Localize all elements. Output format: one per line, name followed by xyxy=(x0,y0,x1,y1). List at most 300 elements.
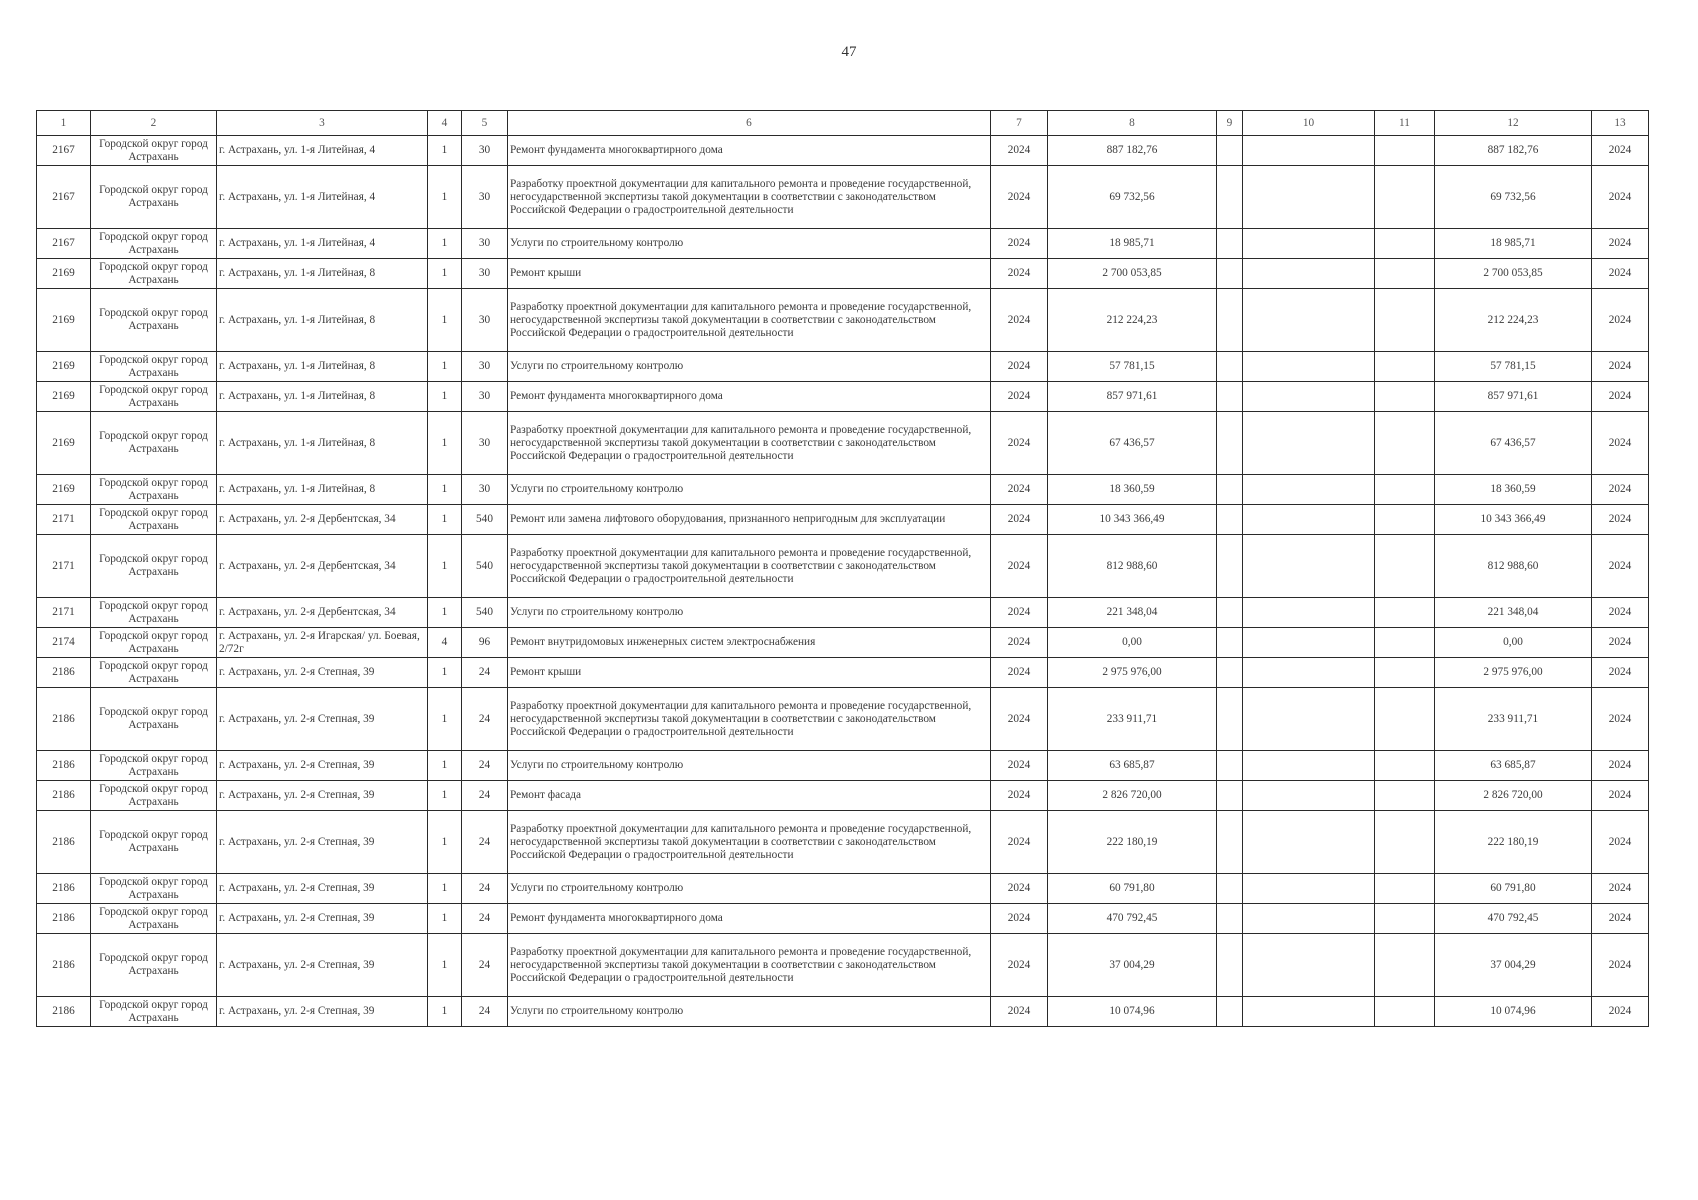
address-cell: г. Астрахань, ул. 2-я Дербентская, 34 xyxy=(217,535,428,598)
col10-cell xyxy=(1243,997,1375,1027)
col4-cell: 1 xyxy=(428,688,462,751)
year-cell: 2024 xyxy=(991,136,1048,166)
col5-cell: 30 xyxy=(462,352,508,382)
total-cell: 812 988,60 xyxy=(1435,535,1592,598)
row-number-cell: 2186 xyxy=(37,781,91,811)
work-type-cell: Разработку проектной документации для капитального ремонта и проведение государственной, негосударственной экспертизы такой документации в соответствии с законодательством Российской Федерации о градостроительной деятельности xyxy=(508,289,991,352)
completion-year-cell: 2024 xyxy=(1592,997,1649,1027)
col10-cell xyxy=(1243,289,1375,352)
col9-cell xyxy=(1217,136,1243,166)
table-row xyxy=(37,997,1649,1027)
total-cell: 212 224,23 xyxy=(1435,289,1592,352)
table-row xyxy=(37,811,1649,874)
col11-cell xyxy=(1375,352,1435,382)
col5-cell: 24 xyxy=(462,781,508,811)
total-cell: 2 975 976,00 xyxy=(1435,658,1592,688)
total-cell: 221 348,04 xyxy=(1435,598,1592,628)
col4-cell: 1 xyxy=(428,166,462,229)
work-type-cell: Услуги по строительному контролю xyxy=(508,352,991,382)
completion-year-cell: 2024 xyxy=(1592,811,1649,874)
col11-cell xyxy=(1375,874,1435,904)
total-cell: 60 791,80 xyxy=(1435,874,1592,904)
year-cell: 2024 xyxy=(991,997,1048,1027)
col4-cell: 1 xyxy=(428,136,462,166)
municipality-cell: Городской округ город Астрахань xyxy=(91,781,217,811)
municipality-cell: Городской округ город Астрахань xyxy=(91,136,217,166)
cost-cell: 63 685,87 xyxy=(1048,751,1217,781)
cost-cell: 60 791,80 xyxy=(1048,874,1217,904)
completion-year-cell: 2024 xyxy=(1592,289,1649,352)
col10-cell xyxy=(1243,229,1375,259)
col4-cell: 1 xyxy=(428,598,462,628)
work-type-cell: Ремонт или замена лифтового оборудования, признанного непригодным для эксплуатации xyxy=(508,505,991,535)
work-type-cell: Разработку проектной документации для капитального ремонта и проведение государственной, негосударственной экспертизы такой документации в соответствии с законодательством Российской Федерации о градостроительной деятельности xyxy=(508,535,991,598)
municipality-cell: Городской округ город Астрахань xyxy=(91,382,217,412)
col10-cell xyxy=(1243,688,1375,751)
col10-cell xyxy=(1243,535,1375,598)
completion-year-cell: 2024 xyxy=(1592,904,1649,934)
address-cell: г. Астрахань, ул. 2-я Степная, 39 xyxy=(217,934,428,997)
row-number-cell: 2169 xyxy=(37,289,91,352)
cost-cell: 812 988,60 xyxy=(1048,535,1217,598)
municipality-cell: Городской округ город Астрахань xyxy=(91,412,217,475)
completion-year-cell: 2024 xyxy=(1592,628,1649,658)
table-row xyxy=(37,535,1649,598)
cost-cell: 57 781,15 xyxy=(1048,352,1217,382)
cost-cell: 887 182,76 xyxy=(1048,136,1217,166)
col11-cell xyxy=(1375,904,1435,934)
col9-cell xyxy=(1217,352,1243,382)
completion-year-cell: 2024 xyxy=(1592,934,1649,997)
year-cell: 2024 xyxy=(991,781,1048,811)
col5-cell: 24 xyxy=(462,811,508,874)
column-header: 1 xyxy=(37,111,91,136)
col5-cell: 30 xyxy=(462,475,508,505)
row-number-cell: 2174 xyxy=(37,628,91,658)
table-row xyxy=(37,628,1649,658)
municipality-cell: Городской округ город Астрахань xyxy=(91,811,217,874)
municipality-cell: Городской округ город Астрахань xyxy=(91,505,217,535)
col11-cell xyxy=(1375,658,1435,688)
year-cell: 2024 xyxy=(991,382,1048,412)
cost-cell: 0,00 xyxy=(1048,628,1217,658)
total-cell: 470 792,45 xyxy=(1435,904,1592,934)
col4-cell: 1 xyxy=(428,535,462,598)
row-number-cell: 2186 xyxy=(37,688,91,751)
year-cell: 2024 xyxy=(991,934,1048,997)
work-type-cell: Ремонт фасада xyxy=(508,781,991,811)
municipality-cell: Городской округ город Астрахань xyxy=(91,166,217,229)
year-cell: 2024 xyxy=(991,688,1048,751)
total-cell: 10 074,96 xyxy=(1435,997,1592,1027)
col4-cell: 1 xyxy=(428,289,462,352)
municipality-cell: Городской округ город Астрахань xyxy=(91,289,217,352)
col11-cell xyxy=(1375,505,1435,535)
work-type-cell: Ремонт фундамента многоквартирного дома xyxy=(508,904,991,934)
completion-year-cell: 2024 xyxy=(1592,688,1649,751)
col9-cell xyxy=(1217,781,1243,811)
address-cell: г. Астрахань, ул. 1-я Литейная, 8 xyxy=(217,382,428,412)
col11-cell xyxy=(1375,688,1435,751)
row-number-cell: 2169 xyxy=(37,412,91,475)
col10-cell xyxy=(1243,658,1375,688)
col10-cell xyxy=(1243,166,1375,229)
column-header: 7 xyxy=(991,111,1048,136)
completion-year-cell: 2024 xyxy=(1592,229,1649,259)
address-cell: г. Астрахань, ул. 2-я Степная, 39 xyxy=(217,811,428,874)
work-type-cell: Услуги по строительному контролю xyxy=(508,475,991,505)
total-cell: 887 182,76 xyxy=(1435,136,1592,166)
col11-cell xyxy=(1375,475,1435,505)
cost-cell: 2 826 720,00 xyxy=(1048,781,1217,811)
col5-cell: 540 xyxy=(462,535,508,598)
col4-cell: 1 xyxy=(428,505,462,535)
col11-cell xyxy=(1375,136,1435,166)
col10-cell xyxy=(1243,352,1375,382)
column-header: 9 xyxy=(1217,111,1243,136)
row-number-cell: 2171 xyxy=(37,598,91,628)
work-type-cell: Разработку проектной документации для капитального ремонта и проведение государственной, негосударственной экспертизы такой документации в соответствии с законодательством Российской Федерации о градостроительной деятельности xyxy=(508,412,991,475)
cost-cell: 69 732,56 xyxy=(1048,166,1217,229)
row-number-cell: 2186 xyxy=(37,934,91,997)
table-row xyxy=(37,136,1649,166)
col5-cell: 24 xyxy=(462,874,508,904)
work-type-cell: Ремонт крыши xyxy=(508,658,991,688)
column-header: 3 xyxy=(217,111,428,136)
municipality-cell: Городской округ город Астрахань xyxy=(91,598,217,628)
col11-cell xyxy=(1375,289,1435,352)
work-type-cell: Услуги по строительному контролю xyxy=(508,598,991,628)
col4-cell: 1 xyxy=(428,874,462,904)
municipality-cell: Городской округ город Астрахань xyxy=(91,688,217,751)
completion-year-cell: 2024 xyxy=(1592,352,1649,382)
work-type-cell: Разработку проектной документации для капитального ремонта и проведение государственной, негосударственной экспертизы такой документации в соответствии с законодательством Российской Федерации о градостроительной деятельности xyxy=(508,934,991,997)
cost-cell: 2 700 053,85 xyxy=(1048,259,1217,289)
table-row xyxy=(37,505,1649,535)
col5-cell: 24 xyxy=(462,997,508,1027)
col5-cell: 540 xyxy=(462,598,508,628)
row-number-cell: 2186 xyxy=(37,874,91,904)
address-cell: г. Астрахань, ул. 2-я Степная, 39 xyxy=(217,658,428,688)
address-cell: г. Астрахань, ул. 1-я Литейная, 4 xyxy=(217,229,428,259)
completion-year-cell: 2024 xyxy=(1592,136,1649,166)
col5-cell: 30 xyxy=(462,229,508,259)
address-cell: г. Астрахань, ул. 2-я Игарская/ ул. Боевая, 2/72г xyxy=(217,628,428,658)
col5-cell: 24 xyxy=(462,934,508,997)
address-cell: г. Астрахань, ул. 1-я Литейная, 8 xyxy=(217,412,428,475)
row-number-cell: 2169 xyxy=(37,475,91,505)
work-type-cell: Услуги по строительному контролю xyxy=(508,997,991,1027)
table-row xyxy=(37,874,1649,904)
municipality-cell: Городской округ город Астрахань xyxy=(91,352,217,382)
col5-cell: 24 xyxy=(462,658,508,688)
year-cell: 2024 xyxy=(991,505,1048,535)
total-cell: 67 436,57 xyxy=(1435,412,1592,475)
year-cell: 2024 xyxy=(991,475,1048,505)
row-number-cell: 2167 xyxy=(37,136,91,166)
row-number-cell: 2171 xyxy=(37,535,91,598)
work-type-cell: Услуги по строительному контролю xyxy=(508,874,991,904)
col9-cell xyxy=(1217,259,1243,289)
address-cell: г. Астрахань, ул. 1-я Литейная, 8 xyxy=(217,475,428,505)
col10-cell xyxy=(1243,874,1375,904)
work-type-cell: Ремонт крыши xyxy=(508,259,991,289)
address-cell: г. Астрахань, ул. 2-я Дербентская, 34 xyxy=(217,505,428,535)
completion-year-cell: 2024 xyxy=(1592,535,1649,598)
year-cell: 2024 xyxy=(991,229,1048,259)
table-row xyxy=(37,934,1649,997)
col10-cell xyxy=(1243,259,1375,289)
col4-cell: 1 xyxy=(428,934,462,997)
completion-year-cell: 2024 xyxy=(1592,259,1649,289)
work-type-cell: Разработку проектной документации для капитального ремонта и проведение государственной, негосударственной экспертизы такой документации в соответствии с законодательством Российской Федерации о градостроительной деятельности xyxy=(508,166,991,229)
completion-year-cell: 2024 xyxy=(1592,475,1649,505)
col10-cell xyxy=(1243,904,1375,934)
col11-cell xyxy=(1375,811,1435,874)
column-header: 10 xyxy=(1243,111,1375,136)
col11-cell xyxy=(1375,229,1435,259)
total-cell: 69 732,56 xyxy=(1435,166,1592,229)
col9-cell xyxy=(1217,289,1243,352)
total-cell: 57 781,15 xyxy=(1435,352,1592,382)
column-header: 6 xyxy=(508,111,991,136)
cost-cell: 2 975 976,00 xyxy=(1048,658,1217,688)
municipality-cell: Городской округ город Астрахань xyxy=(91,997,217,1027)
total-cell: 233 911,71 xyxy=(1435,688,1592,751)
col4-cell: 1 xyxy=(428,352,462,382)
row-number-cell: 2186 xyxy=(37,904,91,934)
year-cell: 2024 xyxy=(991,658,1048,688)
address-cell: г. Астрахань, ул. 2-я Степная, 39 xyxy=(217,751,428,781)
col9-cell xyxy=(1217,412,1243,475)
address-cell: г. Астрахань, ул. 2-я Дербентская, 34 xyxy=(217,598,428,628)
col9-cell xyxy=(1217,475,1243,505)
address-cell: г. Астрахань, ул. 1-я Литейная, 4 xyxy=(217,166,428,229)
col11-cell xyxy=(1375,751,1435,781)
total-cell: 857 971,61 xyxy=(1435,382,1592,412)
col5-cell: 24 xyxy=(462,751,508,781)
table-row xyxy=(37,382,1649,412)
year-cell: 2024 xyxy=(991,874,1048,904)
col9-cell xyxy=(1217,688,1243,751)
col11-cell xyxy=(1375,781,1435,811)
table-row xyxy=(37,598,1649,628)
address-cell: г. Астрахань, ул. 1-я Литейная, 4 xyxy=(217,136,428,166)
completion-year-cell: 2024 xyxy=(1592,658,1649,688)
table-row xyxy=(37,658,1649,688)
year-cell: 2024 xyxy=(991,628,1048,658)
col10-cell xyxy=(1243,934,1375,997)
municipality-cell: Городской округ город Астрахань xyxy=(91,904,217,934)
col4-cell: 1 xyxy=(428,811,462,874)
col11-cell xyxy=(1375,259,1435,289)
col11-cell xyxy=(1375,598,1435,628)
col11-cell xyxy=(1375,382,1435,412)
col5-cell: 30 xyxy=(462,412,508,475)
col9-cell xyxy=(1217,628,1243,658)
col11-cell xyxy=(1375,412,1435,475)
page-number: 47 xyxy=(841,44,857,60)
col11-cell xyxy=(1375,997,1435,1027)
completion-year-cell: 2024 xyxy=(1592,874,1649,904)
row-number-cell: 2186 xyxy=(37,811,91,874)
row-number-cell: 2167 xyxy=(37,229,91,259)
col4-cell: 1 xyxy=(428,781,462,811)
address-cell: г. Астрахань, ул. 2-я Степная, 39 xyxy=(217,781,428,811)
work-type-cell: Ремонт фундамента многоквартирного дома xyxy=(508,382,991,412)
col5-cell: 30 xyxy=(462,289,508,352)
cost-cell: 10 343 366,49 xyxy=(1048,505,1217,535)
column-header: 11 xyxy=(1375,111,1435,136)
address-cell: г. Астрахань, ул. 1-я Литейная, 8 xyxy=(217,289,428,352)
col5-cell: 30 xyxy=(462,382,508,412)
cost-cell: 222 180,19 xyxy=(1048,811,1217,874)
col5-cell: 24 xyxy=(462,904,508,934)
col4-cell: 1 xyxy=(428,658,462,688)
work-type-cell: Разработку проектной документации для капитального ремонта и проведение государственной, негосударственной экспертизы такой документации в соответствии с законодательством Российской Федерации о градостроительной деятельности xyxy=(508,688,991,751)
column-header: 12 xyxy=(1435,111,1592,136)
completion-year-cell: 2024 xyxy=(1592,166,1649,229)
row-number-cell: 2171 xyxy=(37,505,91,535)
row-number-cell: 2169 xyxy=(37,259,91,289)
total-cell: 10 343 366,49 xyxy=(1435,505,1592,535)
total-cell: 0,00 xyxy=(1435,628,1592,658)
work-type-cell: Ремонт внутридомовых инженерных систем электроснабжения xyxy=(508,628,991,658)
year-cell: 2024 xyxy=(991,535,1048,598)
cost-cell: 470 792,45 xyxy=(1048,904,1217,934)
col4-cell: 1 xyxy=(428,259,462,289)
completion-year-cell: 2024 xyxy=(1592,781,1649,811)
municipality-cell: Городской округ город Астрахань xyxy=(91,259,217,289)
col5-cell: 30 xyxy=(462,166,508,229)
col4-cell: 1 xyxy=(428,751,462,781)
total-cell: 63 685,87 xyxy=(1435,751,1592,781)
col9-cell xyxy=(1217,382,1243,412)
col4-cell: 1 xyxy=(428,475,462,505)
col4-cell: 1 xyxy=(428,382,462,412)
col10-cell xyxy=(1243,628,1375,658)
total-cell: 2 700 053,85 xyxy=(1435,259,1592,289)
cost-cell: 18 360,59 xyxy=(1048,475,1217,505)
table-row xyxy=(37,781,1649,811)
col4-cell: 1 xyxy=(428,997,462,1027)
work-type-cell: Услуги по строительному контролю xyxy=(508,229,991,259)
col9-cell xyxy=(1217,874,1243,904)
cost-cell: 857 971,61 xyxy=(1048,382,1217,412)
municipality-cell: Городской округ город Астрахань xyxy=(91,475,217,505)
total-cell: 37 004,29 xyxy=(1435,934,1592,997)
table-row xyxy=(37,352,1649,382)
column-header: 5 xyxy=(462,111,508,136)
work-type-cell: Разработку проектной документации для капитального ремонта и проведение государственной, негосударственной экспертизы такой документации в соответствии с законодательством Российской Федерации о градостроительной деятельности xyxy=(508,811,991,874)
year-cell: 2024 xyxy=(991,904,1048,934)
col9-cell xyxy=(1217,997,1243,1027)
cost-cell: 233 911,71 xyxy=(1048,688,1217,751)
completion-year-cell: 2024 xyxy=(1592,598,1649,628)
col4-cell: 1 xyxy=(428,229,462,259)
repair-schedule-table xyxy=(36,110,1649,1027)
col11-cell xyxy=(1375,166,1435,229)
col4-cell: 1 xyxy=(428,904,462,934)
col11-cell xyxy=(1375,934,1435,997)
table-row xyxy=(37,904,1649,934)
year-cell: 2024 xyxy=(991,751,1048,781)
table-row xyxy=(37,259,1649,289)
table-row xyxy=(37,289,1649,352)
address-cell: г. Астрахань, ул. 1-я Литейная, 8 xyxy=(217,352,428,382)
municipality-cell: Городской округ город Астрахань xyxy=(91,628,217,658)
year-cell: 2024 xyxy=(991,166,1048,229)
col10-cell xyxy=(1243,475,1375,505)
col10-cell xyxy=(1243,505,1375,535)
completion-year-cell: 2024 xyxy=(1592,382,1649,412)
col9-cell xyxy=(1217,166,1243,229)
column-header: 13 xyxy=(1592,111,1649,136)
year-cell: 2024 xyxy=(991,598,1048,628)
col9-cell xyxy=(1217,751,1243,781)
col5-cell: 30 xyxy=(462,136,508,166)
total-cell: 18 360,59 xyxy=(1435,475,1592,505)
col9-cell xyxy=(1217,505,1243,535)
column-number-row xyxy=(37,111,1649,136)
cost-cell: 18 985,71 xyxy=(1048,229,1217,259)
table-row xyxy=(37,688,1649,751)
address-cell: г. Астрахань, ул. 1-я Литейная, 8 xyxy=(217,259,428,289)
col11-cell xyxy=(1375,628,1435,658)
row-number-cell: 2169 xyxy=(37,382,91,412)
row-number-cell: 2186 xyxy=(37,658,91,688)
municipality-cell: Городской округ город Астрахань xyxy=(91,229,217,259)
row-number-cell: 2186 xyxy=(37,997,91,1027)
col10-cell xyxy=(1243,811,1375,874)
col10-cell xyxy=(1243,412,1375,475)
address-cell: г. Астрахань, ул. 2-я Степная, 39 xyxy=(217,874,428,904)
col9-cell xyxy=(1217,934,1243,997)
table-row xyxy=(37,412,1649,475)
work-type-cell: Ремонт фундамента многоквартирного дома xyxy=(508,136,991,166)
municipality-cell: Городской округ город Астрахань xyxy=(91,535,217,598)
col10-cell xyxy=(1243,598,1375,628)
completion-year-cell: 2024 xyxy=(1592,505,1649,535)
row-number-cell: 2167 xyxy=(37,166,91,229)
address-cell: г. Астрахань, ул. 2-я Степная, 39 xyxy=(217,997,428,1027)
col9-cell xyxy=(1217,904,1243,934)
year-cell: 2024 xyxy=(991,352,1048,382)
col5-cell: 540 xyxy=(462,505,508,535)
row-number-cell: 2186 xyxy=(37,751,91,781)
table-row xyxy=(37,751,1649,781)
address-cell: г. Астрахань, ул. 2-я Степная, 39 xyxy=(217,904,428,934)
col5-cell: 96 xyxy=(462,628,508,658)
col5-cell: 30 xyxy=(462,259,508,289)
work-type-cell: Услуги по строительному контролю xyxy=(508,751,991,781)
cost-cell: 67 436,57 xyxy=(1048,412,1217,475)
col10-cell xyxy=(1243,751,1375,781)
address-cell: г. Астрахань, ул. 2-я Степная, 39 xyxy=(217,688,428,751)
col9-cell xyxy=(1217,535,1243,598)
cost-cell: 37 004,29 xyxy=(1048,934,1217,997)
col4-cell: 1 xyxy=(428,412,462,475)
row-number-cell: 2169 xyxy=(37,352,91,382)
completion-year-cell: 2024 xyxy=(1592,412,1649,475)
municipality-cell: Городской округ город Астрахань xyxy=(91,751,217,781)
year-cell: 2024 xyxy=(991,811,1048,874)
year-cell: 2024 xyxy=(991,259,1048,289)
municipality-cell: Городской округ город Астрахань xyxy=(91,658,217,688)
col10-cell xyxy=(1243,781,1375,811)
table-row xyxy=(37,166,1649,229)
col5-cell: 24 xyxy=(462,688,508,751)
